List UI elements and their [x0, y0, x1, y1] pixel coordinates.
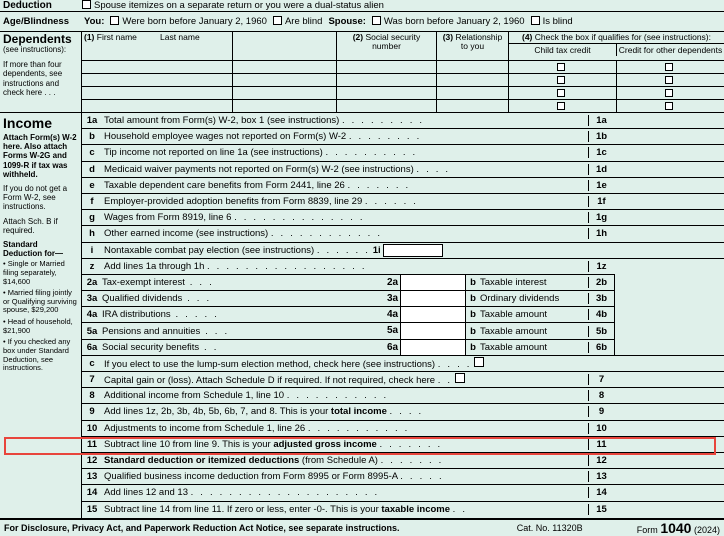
- age-blindness-row: [0, 12, 724, 32]
- table-row[interactable]: [82, 60, 724, 73]
- dependents-col-relationship: (3) Relationship to you: [437, 32, 509, 60]
- other-dependents-credit-header: Credit for other dependents: [618, 45, 723, 56]
- dependent-ssn-cell[interactable]: [337, 100, 437, 112]
- line-10: 10 Adjustments to income from Schedule 1, line 26 . . . . . . . . . . . 10: [82, 421, 724, 437]
- table-row[interactable]: [82, 99, 724, 112]
- dependent-name-cell[interactable]: [82, 61, 337, 73]
- dependent-ssn-cell[interactable]: [337, 87, 437, 99]
- deduction-label: Deduction: [3, 0, 52, 11]
- leader-dots: . . . . . . .: [379, 438, 443, 450]
- lump-sum-election-checkbox[interactable]: [474, 357, 484, 367]
- dependents-section: [0, 32, 724, 113]
- amount-input-2a[interactable]: 2a: [400, 275, 466, 290]
- dependent-relationship-cell[interactable]: [437, 87, 509, 99]
- income-stub: [0, 113, 82, 518]
- leader-dots: . . . . . . . . . . . . . . . . . . . .: [190, 487, 380, 499]
- line-4a-4b: 4a IRA distributions . . . . . 4a b Taxable amount 4b: [82, 307, 724, 323]
- line-1a: 1a Total amount from Form(s) W-2, box 1 (see instructions) . . . . . . . . . 1a: [82, 113, 724, 129]
- line-15: 15 Subtract line 14 from line 11. If zero or less, enter -0-. This is your taxable income . . 15: [82, 502, 724, 518]
- dependent-ctc-cell[interactable]: [509, 61, 617, 73]
- child-tax-credit-header: Child tax credit: [509, 44, 617, 56]
- dependent-ssn-cell[interactable]: [337, 74, 437, 86]
- amount-input-6b[interactable]: [614, 339, 724, 355]
- dependent-name-cell[interactable]: [82, 87, 337, 99]
- form-identifier: [637, 520, 720, 536]
- table-row[interactable]: [82, 73, 724, 86]
- other-dependent-credit-checkbox[interactable]: [665, 63, 673, 71]
- spouse-born-before-checkbox[interactable]: [372, 16, 381, 25]
- line-1d: d Medicaid waiver payments not reported on Form(s) W-2 (see instructions) . . . . 1d: [82, 162, 724, 178]
- line-14: 14 Add lines 12 and 13 . . . . . . . . . . . . . . . . . . . . 14: [82, 485, 724, 501]
- leader-dots: . . . . .: [170, 309, 220, 321]
- leader-dots: . . . . . .: [364, 196, 419, 208]
- leader-dots: . .: [199, 341, 219, 353]
- line-7: 7 Capital gain or (loss). Attach Schedule D if required. If not required, check here . . 7: [82, 372, 724, 388]
- amount-input-4a[interactable]: 4a: [400, 307, 466, 322]
- amount-input-3b[interactable]: [614, 291, 724, 307]
- attach-w2-note: Attach Form(s) W-2 here. Also attach Forms W-2G and 1099-R if tax was withheld.: [3, 133, 77, 179]
- name-column-divider: [232, 61, 233, 73]
- leader-dots: . . . . . . .: [347, 179, 411, 191]
- dependent-ssn-cell[interactable]: [337, 61, 437, 73]
- leader-dots: . . . . . . . . . . . . . . . . .: [207, 260, 367, 272]
- page-footer: [0, 519, 724, 536]
- leader-dots: . . .: [182, 293, 212, 305]
- amount-input-3a[interactable]: 3a: [400, 291, 466, 306]
- income-lines: [82, 113, 724, 518]
- line-12: 12 Standard deduction or itemized deductions (from Schedule A) . . . . . . . 12: [82, 453, 724, 469]
- leader-dots: . . . .: [437, 358, 472, 370]
- leader-dots: . . . . . . . . . . . .: [270, 228, 383, 240]
- you-blind-checkbox[interactable]: [273, 16, 282, 25]
- dependents-heading: Dependents (see instructions):: [0, 32, 82, 60]
- line-5a-5b: 5a Pensions and annuities . . . 5a b Taxable amount 5b: [82, 323, 724, 339]
- spouse-blind-option[interactable]: Is blind: [531, 16, 573, 27]
- child-tax-credit-checkbox[interactable]: [557, 89, 565, 97]
- line-1z: z Add lines 1a through 1h . . . . . . . . . . . . . . . . . 1z: [82, 259, 724, 275]
- name-column-divider: [232, 32, 233, 60]
- child-tax-credit-checkbox[interactable]: [557, 76, 565, 84]
- other-dependent-credit-checkbox[interactable]: [665, 102, 673, 110]
- leader-dots: . . . . . . . . . .: [325, 147, 418, 159]
- cat-number: Cat. No. 11320B: [516, 522, 583, 533]
- dependent-odc-cell[interactable]: [617, 74, 724, 86]
- dependents-stub-note: If more than four dependents, see instructions and check here . . .: [0, 60, 82, 112]
- line-13: 13 Qualified business income deduction from Form 8995 or Form 8995-A . . . . . 13: [82, 469, 724, 485]
- name-column-divider: [232, 74, 233, 86]
- leader-dots: . . . . . . . . . . .: [307, 422, 410, 434]
- standard-deduction-title: Standard Deduction for—: [3, 239, 63, 259]
- leader-dots: . . . .: [416, 163, 451, 175]
- leader-dots: . . .: [200, 325, 230, 337]
- other-dependent-credit-checkbox[interactable]: [665, 76, 673, 84]
- deduction-checkbox-text: Spouse itemizes on a separate return or you were a dual-status alien: [82, 0, 384, 11]
- capital-gain-not-required-checkbox[interactable]: [455, 373, 465, 383]
- dependent-ctc-cell[interactable]: [509, 74, 617, 86]
- amount-input-6a[interactable]: 6a: [400, 340, 466, 355]
- you-blind-option[interactable]: Are blind: [273, 16, 323, 27]
- other-dependent-credit-checkbox[interactable]: [665, 89, 673, 97]
- age-blindness-label: Age/Blindness: [3, 16, 69, 27]
- dependents-col-names: (1) First name Last name: [82, 32, 337, 60]
- leader-dots: . . . . . . . .: [348, 131, 422, 143]
- spouse-born-before-option[interactable]: Was born before January 2, 1960: [372, 16, 525, 27]
- income-section: [0, 113, 724, 519]
- line-1f: f Employer-provided adoption benefits from Form 8839, line 29 . . . . . . 1f: [82, 194, 724, 210]
- line-1i: i Nontaxable combat pay election (see instructions) . . . . . . 1i: [82, 243, 724, 259]
- line-6a-6b: 6a Social security benefits . . 6a b Taxable amount 6b: [82, 340, 724, 356]
- leader-dots: . . . . . . . . .: [341, 115, 425, 127]
- leader-dots: . . . . . . . . . . .: [286, 390, 389, 402]
- spouse-label: Spouse:: [328, 16, 366, 27]
- dependent-odc-cell[interactable]: [617, 87, 724, 99]
- you-label: You:: [84, 16, 105, 27]
- line-6c: c If you elect to use the lump-sum election method, check here (see instructions) . . . .: [82, 356, 724, 372]
- amount-input-5b[interactable]: [614, 323, 724, 339]
- standard-deduction-bullets: • Single or Married filing separately, $14,600 • Married filing jointly or Qualifying surviving spouse, $29,200 • Head of household, $21,900 • If you checked any box under Standard Deduction, see instructions.: [3, 259, 77, 373]
- dependent-ctc-cell[interactable]: [509, 100, 617, 112]
- form-number: 1040: [660, 519, 692, 536]
- line-1e: e Taxable dependent care benefits from Form 2441, line 26 . . . . . . . 1e: [82, 178, 724, 194]
- line-3a-3b: 3a Qualified dividends . . . 3a b Ordinary dividends 3b: [82, 291, 724, 307]
- dependents-col-credits: (4) Check the box if qualifies for (see instructions): Child tax credit Credit for other dependents: [509, 32, 724, 60]
- form-label: Form: [636, 524, 658, 535]
- income-title: Income: [3, 115, 53, 131]
- you-born-before-checkbox[interactable]: [110, 16, 119, 25]
- line-2a-2b: 2a Tax-exempt interest . . . 2a b Taxable interest 2b: [82, 275, 724, 291]
- leader-dots: . .: [437, 375, 453, 387]
- amount-input-5a[interactable]: 5a: [400, 323, 466, 338]
- line-1c: c Tip income not reported on line 1a (see instructions) . . . . . . . . . . 1c: [82, 145, 724, 161]
- attach-sch-b-note: Attach Sch. B if required.: [3, 216, 58, 235]
- dependents-col-ssn: (2) Social security number: [337, 32, 437, 60]
- dependent-relationship-cell[interactable]: [437, 100, 509, 112]
- leader-dots: . . . .: [389, 406, 424, 418]
- leader-dots: . . . . . .: [316, 244, 371, 256]
- name-column-divider: [232, 100, 233, 112]
- leader-dots: . . . . .: [400, 471, 444, 483]
- leader-dots: . .: [452, 504, 468, 516]
- line-9: 9 Add lines 1z, 2b, 3b, 4b, 5b, 6b, 7, and 8. This is your total income . . . . 9: [82, 404, 724, 420]
- dependent-relationship-cell[interactable]: [437, 74, 509, 86]
- child-tax-credit-checkbox[interactable]: [557, 63, 565, 71]
- you-born-before-option[interactable]: Were born before January 2, 1960: [110, 16, 267, 27]
- name-column-divider: [232, 87, 233, 99]
- dependent-name-cell[interactable]: [82, 74, 337, 86]
- deduction-clipped-row: [0, 0, 724, 12]
- dependent-relationship-cell[interactable]: [437, 61, 509, 73]
- leader-dots: . . . . . . .: [380, 455, 444, 467]
- form-year: (2024): [693, 524, 720, 535]
- line-1g: g Wages from Form 8919, line 6 . . . . . . . . . . . . . . 1g: [82, 210, 724, 226]
- line-1b: b Household employee wages not reported on Form(s) W-2 . . . . . . . . 1b: [82, 129, 724, 145]
- line-11: 11 Subtract line 10 from line 9. This is your adjusted gross income . . . . . . . 11: [82, 437, 724, 453]
- disclosure-notice: For Disclosure, Privacy Act, and Paperwork Reduction Act Notice, see separate instructions.: [4, 522, 400, 533]
- dependent-ctc-cell[interactable]: [509, 87, 617, 99]
- leader-dots: . . . . . . . . . . . . . .: [234, 212, 365, 224]
- no-w2-note: If you do not get a Form W-2, see instructions.: [3, 183, 68, 212]
- line-1h: h Other earned income (see instructions) . . . . . . . . . . . . 1h: [82, 226, 724, 242]
- child-tax-credit-checkbox[interactable]: [557, 102, 565, 110]
- dependent-name-cell[interactable]: [82, 100, 337, 112]
- dependent-odc-cell[interactable]: [617, 61, 724, 73]
- amount-input-2b[interactable]: [614, 274, 724, 290]
- amount-input-4b[interactable]: [614, 307, 724, 323]
- line-8: 8 Additional income from Schedule 1, line 10 . . . . . . . . . . . 8: [82, 388, 724, 404]
- spouse-blind-checkbox[interactable]: [531, 16, 540, 25]
- leader-dots: . . .: [184, 276, 214, 288]
- dependent-odc-cell[interactable]: [617, 100, 724, 112]
- table-row[interactable]: [82, 86, 724, 99]
- spouse-itemizes-checkbox[interactable]: [82, 0, 91, 9]
- combat-pay-input[interactable]: [383, 244, 443, 257]
